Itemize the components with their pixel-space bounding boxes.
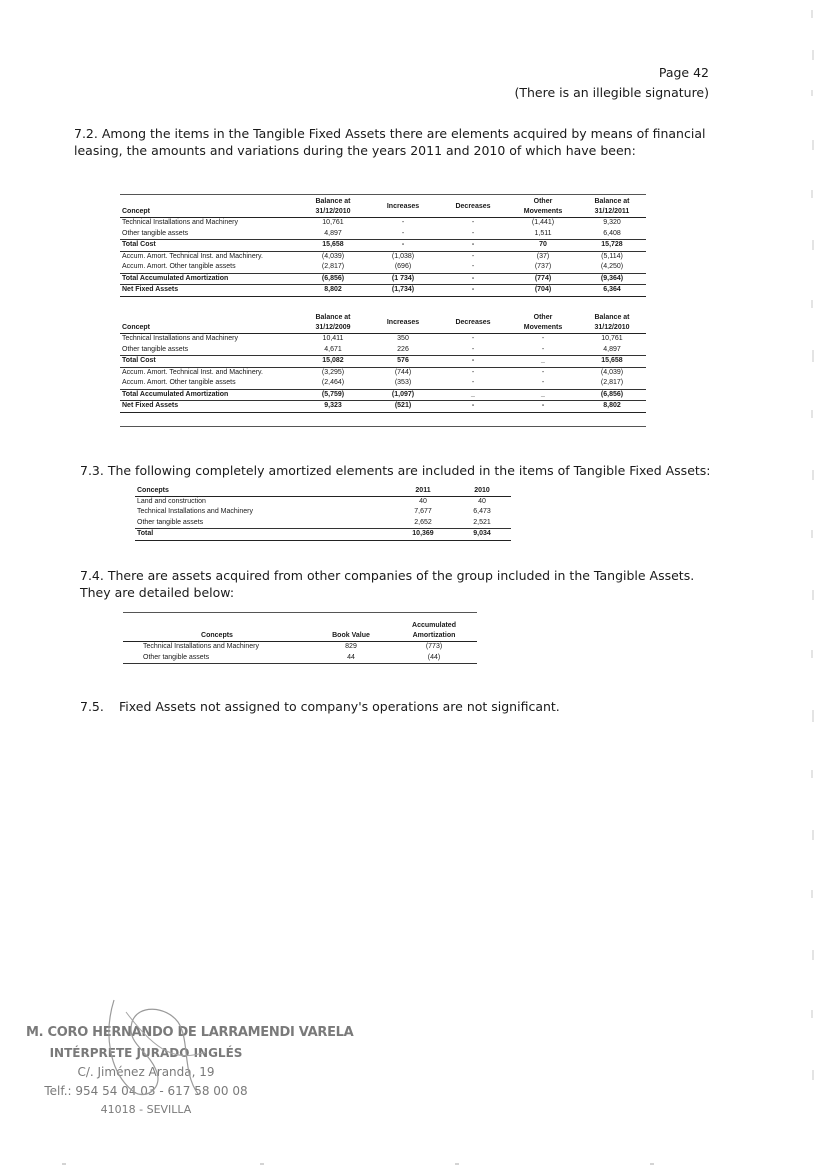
section-7-2-text: 7.2. Among the items in the Tangible Fixed Assets there are elements acquired by means of financial leasing, the amounts and variations during the years 2011 and 2010 of which have been: [74, 126, 706, 158]
table-row: Accum. Amort. Technical Inst. and Machinery. (4,039) (1,038) - (37) (5,114) [122, 252, 623, 260]
section-7-5-text: Fixed Assets not assigned to company's operations are not significant. [119, 699, 560, 714]
signature-scribble-icon [86, 992, 216, 1102]
group-assets-table [123, 621, 477, 664]
leasing-table-2011 [120, 197, 646, 297]
table-row: Other tangible assets 44 (44) [123, 653, 477, 664]
amortized-elements-table [135, 485, 511, 541]
section-7-4-text: 7.4. There are assets acquired from other companies of the group included in the Tangible Assets. They are detailed below: [80, 568, 695, 600]
col-2011: 2011 [393, 485, 453, 496]
col-opening-balance: Balance at 31/12/2010 [298, 197, 368, 218]
table-row: Land and construction 40 40 [137, 497, 486, 505]
table-row: Net Fixed Assets 8,802 (1,734) - (704) 6,364 [120, 285, 646, 297]
table-row: Accum. Amort. Other tangible assets (2,817) (696) - (737) (4,250) [120, 262, 646, 273]
page-number: Page 42 [658, 65, 709, 80]
table-row: Accum. Amort. Other tangible assets (2,464) (353) - - (2,817) [120, 378, 646, 389]
table-top-rule [120, 194, 646, 195]
col-increases: Increases [368, 313, 438, 334]
table-row: Accum. Amort. Technical Inst. and Machinery. (3,295) (744) - - (4,039) [122, 368, 624, 376]
col-concepts: Concepts [123, 621, 311, 642]
section-7-5-number: 7.5. [80, 699, 104, 714]
stamp-phone: Telf.: 954 54 04 03 - 617 58 00 08 [44, 1084, 248, 1098]
stamp-city: 41018 - SEVILLA [100, 1103, 192, 1116]
table-bottom-rule [120, 426, 646, 427]
col-increases: Increases [368, 197, 438, 218]
table-row: Total Accumulated Amortization (6,856) (1 734) - (774) (9,364) [120, 273, 646, 285]
col-concept: Concept [120, 313, 298, 334]
section-7-3-text: 7.3. The following completely amortized elements are included in the items of Tangible Fixed Assets: [80, 463, 711, 478]
scan-edge-marks [808, 10, 818, 1130]
table-row: Technical Installations and Machinery 10,761 - - (1,441) 9,320 [122, 219, 621, 227]
col-closing-balance: Balance at 31/12/2011 [578, 197, 646, 218]
col-decreases: Decreases [438, 197, 508, 218]
col-accumulated-amortization: Accumulated Amortization [391, 621, 477, 642]
table-row: Technical Installations and Machinery 7,677 6,473 [137, 508, 491, 516]
table-row: Technical Installations and Machinery 829 (773) [143, 643, 443, 651]
col-concept: Concept [120, 197, 298, 218]
col-2010: 2010 [453, 485, 511, 496]
table-row: Other tangible assets 2,652 2,521 [135, 518, 511, 529]
stamp-address: C/. Jiménez Aranda, 19 [77, 1065, 215, 1079]
table-row: Net Fixed Assets 9,323 (521) - - 8,802 [120, 401, 646, 413]
col-other-movements: Other Movements [508, 313, 578, 334]
table-row: Total Accumulated Amortization (5,759) (1,097) _ _ (6,856) [120, 389, 646, 401]
table-row: Total Cost 15,082 576 - _ 15,658 [120, 356, 646, 368]
table-top-rule [123, 612, 477, 613]
col-closing-balance: Balance at 31/12/2010 [578, 313, 646, 334]
leasing-table-2010 [120, 313, 646, 413]
scan-bottom-marks [60, 1162, 700, 1166]
col-book-value: Book Value [311, 621, 391, 642]
table-row: Total 10,369 9,034 [135, 529, 511, 541]
col-concepts: Concepts [135, 485, 393, 496]
stamp-name: M. CORO HERNANDO DE LARRAMENDI VARELA [26, 1025, 354, 1040]
table-row: Total Cost 15,658 - - 70 15,728 [120, 240, 646, 252]
translator-stamp [26, 1022, 354, 1118]
table-row: Other tangible assets 4,897 - - 1,511 6,408 [120, 229, 646, 240]
table-row: Other tangible assets 4,671 226 - - 4,897 [120, 345, 646, 356]
col-opening-balance: Balance at 31/12/2009 [298, 313, 368, 334]
stamp-title: INTÉRPRETE JURADO INGLÉS [49, 1046, 243, 1060]
col-other-movements: Other Movements [508, 197, 578, 218]
table-row: Technical Installations and Machinery 10,411 350 - - 10,761 [122, 335, 623, 343]
col-decreases: Decreases [438, 313, 508, 334]
signature-note: (There is an illegible signature) [514, 85, 709, 100]
